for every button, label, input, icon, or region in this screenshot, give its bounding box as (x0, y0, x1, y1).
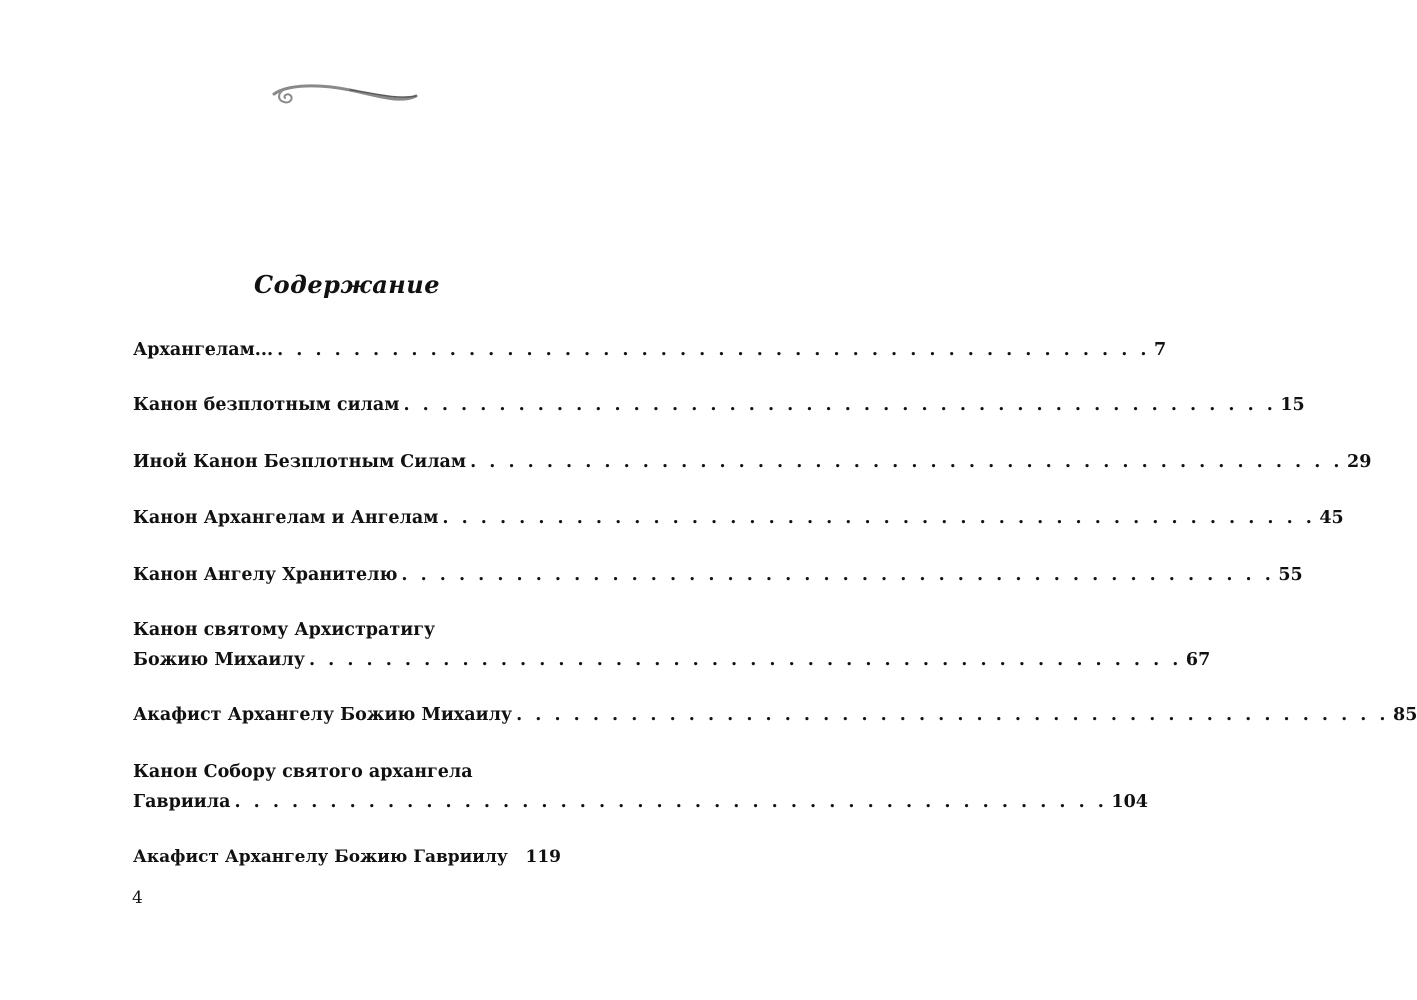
toc-entry (133, 560, 1303, 590)
toc-page-number: 7 (1154, 340, 1167, 360)
toc-entry (133, 700, 1417, 730)
toc-entry-label: Архангелам... (133, 340, 274, 360)
toc-entry-first-line: Канон святому Архистратигу (133, 620, 436, 640)
toc-entry (133, 447, 1372, 477)
page-title: Содержание (254, 270, 440, 299)
toc-entry (133, 615, 1211, 675)
toc-entry-label: Иной Канон Безплотным Силам (133, 452, 467, 472)
toc-page-number: 29 (1347, 452, 1372, 472)
toc-entry (133, 503, 1344, 533)
toc-entry (133, 757, 1148, 817)
dot-leader: . . . . . . . . . . . . . . . . . . . . . . . . . . . . . . . . . . . . . . . . . . . . . . (308, 650, 1182, 670)
toc-entry-label: Акафист Архангелу Божию Михаилу (133, 705, 513, 725)
toc-entry-first-line: Канон Собору святого архангела (133, 762, 473, 782)
toc-page-number: 104 (1111, 792, 1148, 812)
toc-entry (133, 335, 1167, 365)
toc-page-number: 55 (1278, 565, 1303, 585)
toc-entry-label: Акафист Архангелу Божию Гавриилу (133, 847, 508, 867)
toc-entry-label: Божию Михаилу (133, 650, 305, 670)
swirl-flourish-icon (270, 78, 420, 110)
page-number: 4 (132, 888, 143, 908)
toc-page-number: 15 (1280, 395, 1305, 415)
toc-entry-label: Гавриила (133, 792, 231, 812)
dot-leader: . . . . . . . . . . . . . . . . . . . . . . . . . . . . . . . . . . . . . . . . . . . . . . (234, 792, 1108, 812)
toc-page-number: 67 (1185, 650, 1211, 670)
toc-entry-label: Канон Ангелу Хранителю (133, 565, 398, 585)
dot-leader: . . . . . . . . . . . . . . . . . . . . . . . . . . . . . . . . . . . . . . . . . . . . . . (401, 565, 1275, 585)
dot-leader: . . . . . . . . . . . . . . . . . . . . . . . . . . . . . . . . . . . . . . . . . . . . . . (403, 395, 1277, 415)
toc-page-number: 119 (525, 847, 561, 867)
dot-leader: . . . . . . . . . . . . . . . . . . . . . . . . . . . . . . . . . . . . . . . . . . . . . . (277, 340, 1151, 360)
toc-entry-label: Канон Архангелам и Ангелам (133, 508, 439, 528)
toc-entry (133, 390, 1305, 420)
toc-entry (133, 842, 561, 872)
dot-leader: . . . . . . . . . . . . . . . . . . . . . . . . . . . . . . . . . . . . . . . . . . . . . . (442, 508, 1316, 528)
toc-page-number: 45 (1319, 508, 1344, 528)
toc-entry-label: Канон безплотным силам (133, 395, 400, 415)
toc-page-number: 85 (1393, 705, 1417, 725)
dot-leader: . . . . . . . . . . . . . . . . . . . . . . . . . . . . . . . . . . . . . . . . . . . . . . (516, 705, 1390, 725)
dot-leader: . . . . . . . . . . . . . . . . . . . . . . . . . . . . . . . . . . . . . . . . . . . . . . (470, 452, 1344, 472)
